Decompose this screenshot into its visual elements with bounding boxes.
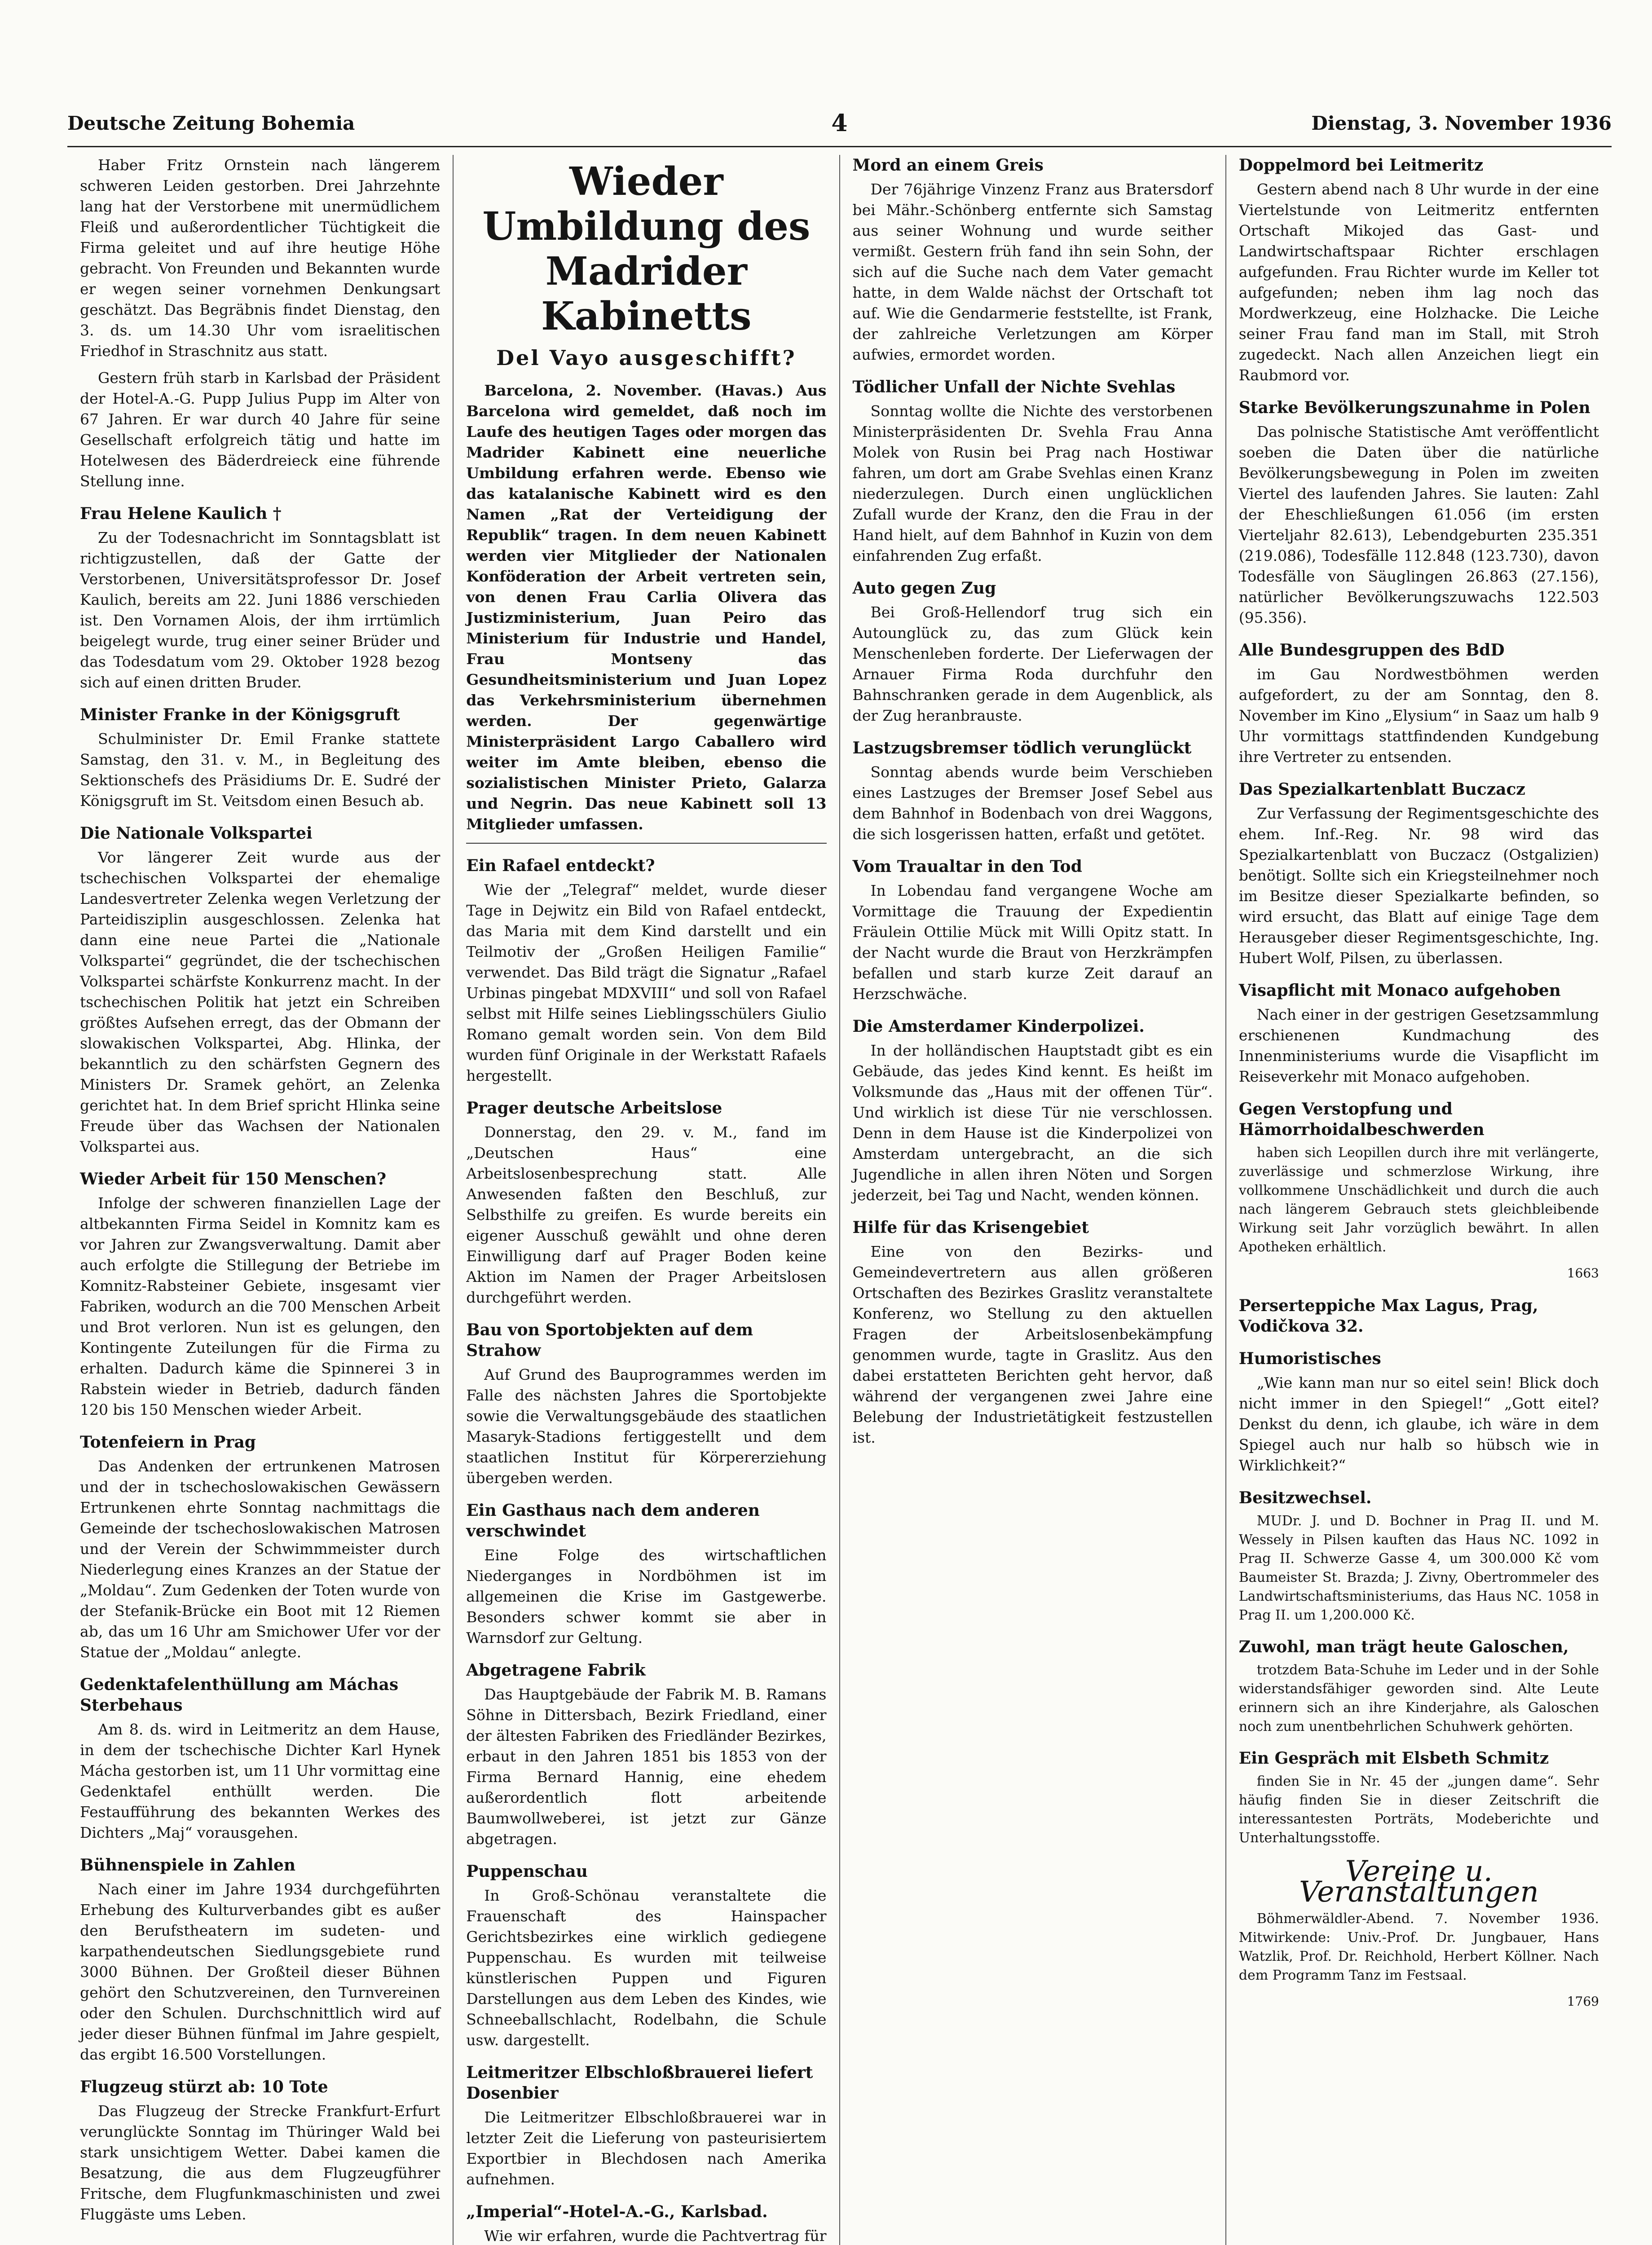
article-title: Die Amsterdamer Kinderpolizei.	[852, 1017, 1145, 1036]
article-body: Eine von den Bezirks- und Gemeindevertretern aus allen größeren Ortschaften des Bezirkes Graslitz veranstaltete Konferenz, wo Stellung zu den aktuellen Fragen der Arbeitslosenbekämpfung genommen wurde, tagte in Graslitz. Aus den dabei erstatteten Berichten geht hervor, daß während der vergangenen zwei Jahre eine Belebung der Industrietätigkeit festzustellen ist.	[852, 1243, 1213, 1446]
article-body: Sonntag abends wurde beim Verschieben eines Lastzuges der Bremser Josef Sebel aus dem Bahnhof in Bodenbach von drei Waggons, die sich losgerissen hatten, erfaßt und getötet.	[852, 763, 1213, 843]
article-body: Schulminister Dr. Emil Franke stattete Samstag, den 31. v. M., in Begleitung des Sektionschefs des Präsidiums Dr. E. Sudré der Königsgruft im St. Veitsdom einen Besuch ab.	[80, 730, 441, 810]
article-body: Donnerstag, den 29. v. M., fand im „Deutschen Haus“ eine Arbeitslosenbesprechung statt. Alle Anwesenden faßten den Beschluß, zur Selbsthilfe zu greifen. Es wurde bereits ein eigener Ausschuß gewählt und ohne deren Einwilligung darf auf Prager Boden keine Aktion im Namen der Prager Arbeitslosen durchgeführt werden.	[466, 1123, 827, 1306]
article-body: Gestern früh starb in Karlsbad der Präsident der Hotel-A.-G. Pupp Julius Pupp im Alter von 67 Jahren. Er war durch 40 Jahre für seine Gesellschaft erfolgreich tätig und hatte im Hotelwesen des Bäderdreieck eine führende Stellung inne.	[80, 369, 441, 490]
article-title: Gedenktafelenthüllung am Máchas Sterbehaus	[80, 1675, 399, 1715]
article-title: Tödlicher Unfall der Nichte Svehlas	[852, 378, 1176, 396]
article-title: Doppelmord bei Leitmeritz	[1238, 156, 1484, 175]
article-title: Bau von Sportobjekten auf dem Strahow	[466, 1321, 753, 1360]
article-body: trotzdem Bata-Schuhe im Leder und in der Sohle widerstandsfähiger geworden sind. Alte Leute erinnern sich an ihre Kinderjahre, als Galoschen noch zum unentbehrlichen Schuhwerk gehörten.	[1238, 1662, 1599, 1734]
column-3	[840, 155, 1226, 2245]
ad-number: 1663	[1567, 1266, 1599, 1281]
article-body: Vor längerer Zeit wurde aus der tschechischen Volkspartei der ehemalige Landesvertreter Zelenka wegen Verletzung der Parteidisziplin ausgeschlossen. Zelenka hat dann eine neue Partei die „Nationale Volkspartei“ gegründet, die der tschechischen Volkspartei schärfste Konkurrenz macht. In der tschechischen Politik hat jetzt ein Schreiben größtes Aufsehen erregt, das der Obmann der slowakischen Volkspartei, Abg. Hlinka, der bekanntlich zu den schärfsten Gegnern des Ministers Dr. Sramek gehört, an Zelenka gerichtet hat. In dem Brief spricht Hlinka seine Freude über das Wachsen der Nationalen Volkspartei aus.	[80, 849, 441, 1155]
article-body: MUDr. J. und D. Bochner in Prag II. und M. Wessely in Pilsen kauften das Haus NC. 1092 in Prag II. Schwerze Gasse 4, um 300.000 Kč vom Baumeister St. Brazda; J. Zivny, Obertrommeler des Landwirtschaftsministeriums, das Haus NC. 1058 in Prag II. um 1,200.000 Kč.	[1238, 1513, 1599, 1623]
main-headline: Wieder Umbildung des Madrider Kabinetts	[482, 159, 811, 339]
article-title: Auto gegen Zug	[852, 579, 996, 598]
article-title: Das Spezialkartenblatt Buczacz	[1238, 780, 1525, 799]
article-title: „Imperial“-Hotel-A.-G., Karlsbad.	[466, 2202, 768, 2221]
article-body: Haber Fritz Ornstein nach längerem schweren Leiden gestorben. Drei Jahrzehnte lang hat der Verstorbene mit unermüdlichem Fleiß und außerordentlicher Tüchtigkeit die Firma geleitet und auf ihre heutige Höhe gebracht. Von Freunden und Bekannten wurde er wegen seiner vornehmen Denkungsart geschätzt. Das Begräbnis findet Dienstag, den 3. ds. um 14.30 Uhr vom israelitischen Friedhof in Straschnitz aus statt.	[80, 156, 441, 360]
article-title: Abgetragene Fabrik	[466, 1661, 646, 1680]
article-title: Alle Bundesgruppen des BdD	[1238, 641, 1505, 660]
article-title: Prager deutsche Arbeitslose	[466, 1099, 722, 1118]
masthead	[67, 112, 1612, 144]
article-body: Zur Verfassung der Regimentsgeschichte des ehem. Inf.-Reg. Nr. 98 wird das Spezialkartenblatt von Buczacz (Ostgalizien) benötigt. Sollte sich ein Kriegsteilnehmer noch im Besitze dieser Spezialkarte befinden, so wird ersucht, das Blatt auf einige Tage dem Herausgeber dieser Regimentsgeschichte, Ing. Hubert Wolf, Pilsen, zu überlassen.	[1238, 805, 1599, 967]
article-title: Bühnenspiele in Zahlen	[80, 1856, 296, 1875]
article-title: Humoristisches	[1238, 1349, 1381, 1368]
article-body: Sonntag wollte die Nichte des verstorbenen Ministerpräsidenten Dr. Svehla Frau Anna Molek von Rusin bei Prag nach Hostiwar fahren, um dort am Grabe Svehlas einen Kranz niederzulegen. Durch einen unglücklichen Zufall wurde der Kranz, den die Frau in der Hand hielt, auf dem Bahnhof in Kuzin von dem einfahrenden Zug erfaßt.	[852, 402, 1213, 564]
main-headline-block	[466, 159, 826, 371]
article-title: Leitmeritzer Elbschloßbrauerei liefert Dosenbier	[466, 2063, 813, 2103]
ad-body: haben sich Leopillen durch ihre mit verlängerte, zuverlässige und schmerzlose Wirkung, ihre vollkommene Unschädlichkeit und durch die auch nach längerem Gebrauch stets gleichbleibende Wirkung seit Jahr vorzüglich bewährt. In allen Apotheken erhältlich.	[1238, 1145, 1599, 1255]
article-title: Starke Bevölkerungszunahme in Polen	[1238, 398, 1590, 417]
events-section-title: Vereine u. Veranstaltungen	[1299, 1855, 1539, 1909]
page-number: 4	[831, 110, 848, 137]
article-title: Vom Traualtar in den Tod	[852, 857, 1082, 876]
ad-title: Perserteppiche Max Lagus, Prag, Vodičkova 32.	[1238, 1296, 1538, 1336]
article-body: Nach einer in der gestrigen Gesetzsammlung erschienenen Kundmachung des Innenministeriums wurde die Visapflicht im Reiseverkehr mit Monaco aufgehoben.	[1238, 1006, 1599, 1085]
header-rule	[67, 146, 1612, 147]
column-1	[67, 155, 454, 2245]
article-title: Hilfe für das Krisengebiet	[852, 1218, 1089, 1237]
article-body: Zu der Todesnachricht im Sonntagsblatt ist richtigzustellen, daß der Gatte der Verstorbenen, Universitätsprofessor Dr. Josef Kaulich, bereits am 22. Juni 1886 verschieden ist. Den Vornamen Alois, der ihm irrtümlich beigelegt wurde, trug einer seiner Brüder und das Todesdatum vom 29. Oktober 1928 bezog sich auf einen dritten Bruder.	[80, 529, 441, 691]
article-body: In der holländischen Hauptstadt gibt es ein Gebäude, das jedes Kind kennt. Es heißt im Volksmunde das „Haus mit der offenen Tür“. Und wirklich ist diese Tür nie verschlossen. Denn in dem Hause ist die Kinderpolizei von Amsterdam untergebracht, an die sich Jugendliche in allen ihren Nöten und Sorgen jederzeit, bei Tag und Nacht, wenden können.	[852, 1042, 1213, 1204]
article-title: Zuwohl, man trägt heute Galoschen,	[1238, 1638, 1569, 1656]
main-subheadline: Del Vayo ausgeschifft?	[496, 346, 797, 370]
article-title: Frau Helene Kaulich †	[80, 504, 282, 523]
article-body: Der 76jährige Vinzenz Franz aus Bratersdorf bei Mähr.-Schönberg entfernte sich Samstag aus seiner Wohnung und wurde seither vermißt. Gestern früh fand ihn sein Sohn, der sich auf die Suche nach dem Vater gemacht hatte, in dem Walde nächst der Ortschaft tot auf. Wie die Gendarmerie feststellte, ist Frank, der zahlreiche Verletzungen am Körper aufwies, ermordet worden.	[852, 180, 1213, 363]
article-body: In Groß-Schönau veranstaltete die Frauenschaft des Hainspacher Gerichtsbezirkes eine wirklich gediegene Puppenschau. Es wurden mit teilweise künstlerischen Puppen und Figuren Darstellungen aus dem Leben des Kindes, wie Schneeballschlacht, Rodelbahn, die Schule usw. dargestellt.	[466, 1887, 827, 2049]
article-title: Mord an einem Greis	[852, 156, 1044, 175]
article-body: Nach einer im Jahre 1934 durchgeführten Erhebung des Kulturverbandes gibt es außer den Berufstheatern im sudeten- und karpathendeutschen Siedlungsgebiete rund 3000 Bühnen. Der Großteil dieser Bühnen gehört den Schutzvereinen, den Turnvereinen oder den Schulen. Durchschnittlich wird auf jeder dieser Bühnen fünfmal im Jahre gespielt, das ergibt 16.500 Vorstellungen.	[80, 1880, 441, 2063]
lead-article-body: Barcelona, 2. November. (Havas.) Aus Barcelona wird gemeldet, daß noch im Laufe des heutigen Tages oder morgen das Madrider Kabinett eine neuerliche Umbildung erfahren werde. Ebenso wie das katalanische Kabinett wird es den Namen „Rat der Verteidigung der Republik“ tragen. In dem neuen Kabinett werden vier Mitglieder der Nationalen Konföderation der Arbeit vertreten sein, von denen Frau Carlia Olivera das Justizministerium, Juan Peiro das Ministerium für Industrie und Handel, Frau Montseny das Gesundheitsministerium und Juan Lopez das Verkehrsministerium übernehmen werden. Der gegenwärtige Ministerpräsident Largo Caballero wird weiter im Amte bleiben, ebenso die sozialistischen Minister Prieto, Galarza und Negrin. Das neue Kabinett soll 13 Mitglieder umfassen.	[466, 382, 827, 833]
article-body: Das Flugzeug der Strecke Frankfurt-Erfurt verunglückte Sonntag im Thüringer Wald bei stark unsichtigem Wetter. Dabei kamen die Besatzung, die aus dem Flugzeugführer Fritsche, dem Flugfunkmaschinisten und zwei Fluggäste ums Leben.	[80, 2102, 441, 2223]
column-4	[1226, 155, 1612, 2245]
article-title: Visapflicht mit Monaco aufgehoben	[1238, 981, 1561, 1000]
article-title: Minister Franke in der Königsgruft	[80, 705, 400, 724]
article-title: Besitzwechsel.	[1238, 1488, 1372, 1507]
article-body: Bei Groß-Hellendorf trug sich ein Autounglück zu, das zum Glück kein Menschenleben forderte. Der Lieferwagen der Arnauer Firma Roda durchfuhr den Bahnschranken gerade in dem Augenblick, als der Zug heranbrauste.	[852, 603, 1213, 724]
article-body: Infolge der schweren finanziellen Lage der altbekannten Firma Seidel in Komnitz kam es vor Jahren zur Zwangsverwaltung. Damit aber auch erfolgte die Stillegung der Betriebe im Komnitz-Rabsteiner Gebiete, insgesamt vier Fabriken, wodurch an die 700 Menschen Arbeit und Brot verloren. Nun ist es gelungen, den Kontingente Zuteilungen für die Firma zu erhalten. Dadurch käme die Spinnerei 3 in Rabstein wieder in Betrieb, dadurch fänden 120 bis 150 Menschen wieder Arbeit.	[80, 1194, 441, 1418]
article-title: Wieder Arbeit für 150 Menschen?	[80, 1170, 387, 1189]
article-body: Das Hauptgebäude der Fabrik M. B. Ramans Söhne in Dittersbach, Bezirk Friedland, einer der ältesten Fabriken des Friedländer Bezirkes, erbaut in den Jahren 1851 bis 1853 von der Firma Bernard Hannig, eine ehedem außerordentlich flott arbeitende Baumwollweberei, ist jetzt zur Gänze abgetragen.	[466, 1686, 827, 1848]
article-title: Puppenschau	[466, 1862, 588, 1881]
article-title: Ein Rafael entdeckt?	[466, 856, 655, 875]
article-title: Ein Gespräch mit Elsbeth Schmitz	[1238, 1749, 1549, 1768]
article-body: Das Andenken der ertrunkenen Matrosen und der in tschechoslowakischen Gewässern Ertrunkenen ehrte Sonntag nachmittags die Gemeinde der tschechoslowakischen Matrosen und der Verein der Schwimmmeister durch Niederlegung eines Kranzes an der Statue der „Moldau“. Zum Gedenken der Toten wurde von der Stefanik-Brücke ein Boot mit 12 Riemen ab, das um 16 Uhr am Smichower Ufer vor der Statue der „Moldau“ anlegte.	[80, 1457, 441, 1661]
article-body: Wie der „Telegraf“ meldet, wurde dieser Tage in Dejwitz ein Bild von Rafael entdeckt, das Maria mit dem Kind darstellt und ein Teilmotiv der „Großen Heiligen Familie“ verwendet. Das Bild trägt die Signatur „Rafael Urbinas pingebat MDXVIII“ und soll von Rafael selbst mit Hilfe seines Lieblingsschülers Giulio Romano gemalt worden sein. Von dem Bild wurden fünf Originale in der Werkstatt Rafaels hergestellt.	[466, 881, 827, 1084]
article-title: Lastzugsbremser tödlich verunglückt	[852, 739, 1192, 757]
article-title: Ein Gasthaus nach dem anderen verschwindet	[466, 1501, 760, 1541]
article-body: Eine Folge des wirtschaftlichen Niederganges in Nordböhmen ist im allgemeinen die Krise im Gastgewerbe. Besonders schwer kommt sie aber in Warnsdorf zur Geltung.	[466, 1546, 827, 1646]
ad-title: Gegen Verstopfung und Hämorrhoidalbeschwerden	[1238, 1100, 1485, 1139]
article-body: In Lobendau fand vergangene Woche am Vormittage die Trauung der Expedientin Fräulein Ottilie Mück mit Willi Opitz statt. In der Nacht wurde die Braut von Herzkrämpfen befallen und starb kurze Zeit darauf an Herzschwäche.	[852, 882, 1213, 1003]
article-body: Auf Grund des Bauprogrammes werden im Falle des nächsten Jahres die Sportobjekte sowie die Verwaltungsgebäude des staatlichen Masaryk-Stadions fertiggestellt und dem staatlichen Institut für Körpererziehung übergeben werden.	[466, 1366, 827, 1487]
article-body: Die Leitmeritzer Elbschloßbrauerei war in letzter Zeit die Lieferung von pasteurisiertem Exportbier in Blechdosen nach Amerika aufnehmen.	[466, 2109, 827, 2188]
article-body: Gestern abend nach 8 Uhr wurde in der eine Viertelstunde von Leitmeritz entfernten Ortschaft Mikojed das Gast- und Landwirtschaftspaar Richter erschlagen aufgefunden. Frau Richter wurde im Keller tot aufgefunden; neben ihm lag noch das Mordwerkzeug, eine Holzhacke. Die Leiche seiner Frau fand man im Stall, mit Stroh zugedeckt. Nach allen Anzeichen liegt ein Raubmord vor.	[1238, 180, 1599, 384]
article-body: finden Sie in Nr. 45 der „jungen dame“. Sehr häufig finden Sie in dieser Zeitschrift die interessantesten Porträts, Modeberichte und Unterhaltungsstoffe.	[1238, 1774, 1599, 1846]
events-body: Böhmerwäldler-Abend. 7. November 1936. Mitwirkende: Univ.-Prof. Dr. Jungbauer, Hans Watzlik, Prof. Dr. Reichhold, Herbert Köllner. Nach dem Programm Tanz im Festsaal.	[1238, 1911, 1599, 1983]
article-title: Totenfeiern in Prag	[80, 1433, 256, 1452]
article-body: „Wie kann man nur so eitel sein! Blick doch nicht immer in den Spiegel!“ „Gott eitel? Denkst du denn, ich glaube, ich wäre in dem Spiegel auch nur halb so hübsch wie in Wirklichkeit?“	[1238, 1374, 1599, 1474]
issue-date: Dienstag, 3. November 1936	[1311, 112, 1612, 134]
columns	[67, 155, 1612, 2245]
paper-name: Deutsche Zeitung Bohemia	[67, 112, 355, 134]
article-body: Am 8. ds. wird in Leitmeritz an dem Hause, in dem der tschechische Dichter Karl Hynek Mácha gestorben ist, um 11 Uhr vormittag eine Gedenktafel enthüllt werden. Die Festaufführung des bekannten Werkes des Dichters „Maj“ vorausgehen.	[80, 1721, 441, 1841]
article-body: im Gau Nordwestböhmen werden aufgefordert, zu der am Sonntag, den 8. November im Kino „Elysium“ in Saaz um halb 9 Uhr vormittags stattfindenden Kundgebung ihre Vertreter zu entsenden.	[1238, 665, 1599, 766]
article-title: Die Nationale Volkspartei	[80, 824, 313, 843]
article-body: Wie wir erfahren, wurde die Pachtvertrag für	[484, 2227, 827, 2245]
article-body: Das polnische Statistische Amt veröffentlicht soeben die Daten über die natürliche Bevölkerungsbewegung in Polen im zweiten Viertel des laufenden Jahres. Sie lauten: Zahl der Eheschließungen 61.056 (im ersten Vierteljahr 82.613), Lebendgeburten 235.351 (219.086), Todesfälle 112.848 (123.730), davon Todesfälle von Säuglingen 26.863 (27.156), natürlicher Bevölkerungszuwachs 122.503 (95.356).	[1238, 423, 1599, 626]
events-number: 1769	[1567, 1994, 1599, 2009]
article-title: Flugzeug stürzt ab: 10 Tote	[80, 2078, 328, 2096]
column-2	[454, 155, 840, 2245]
divider	[466, 843, 826, 844]
